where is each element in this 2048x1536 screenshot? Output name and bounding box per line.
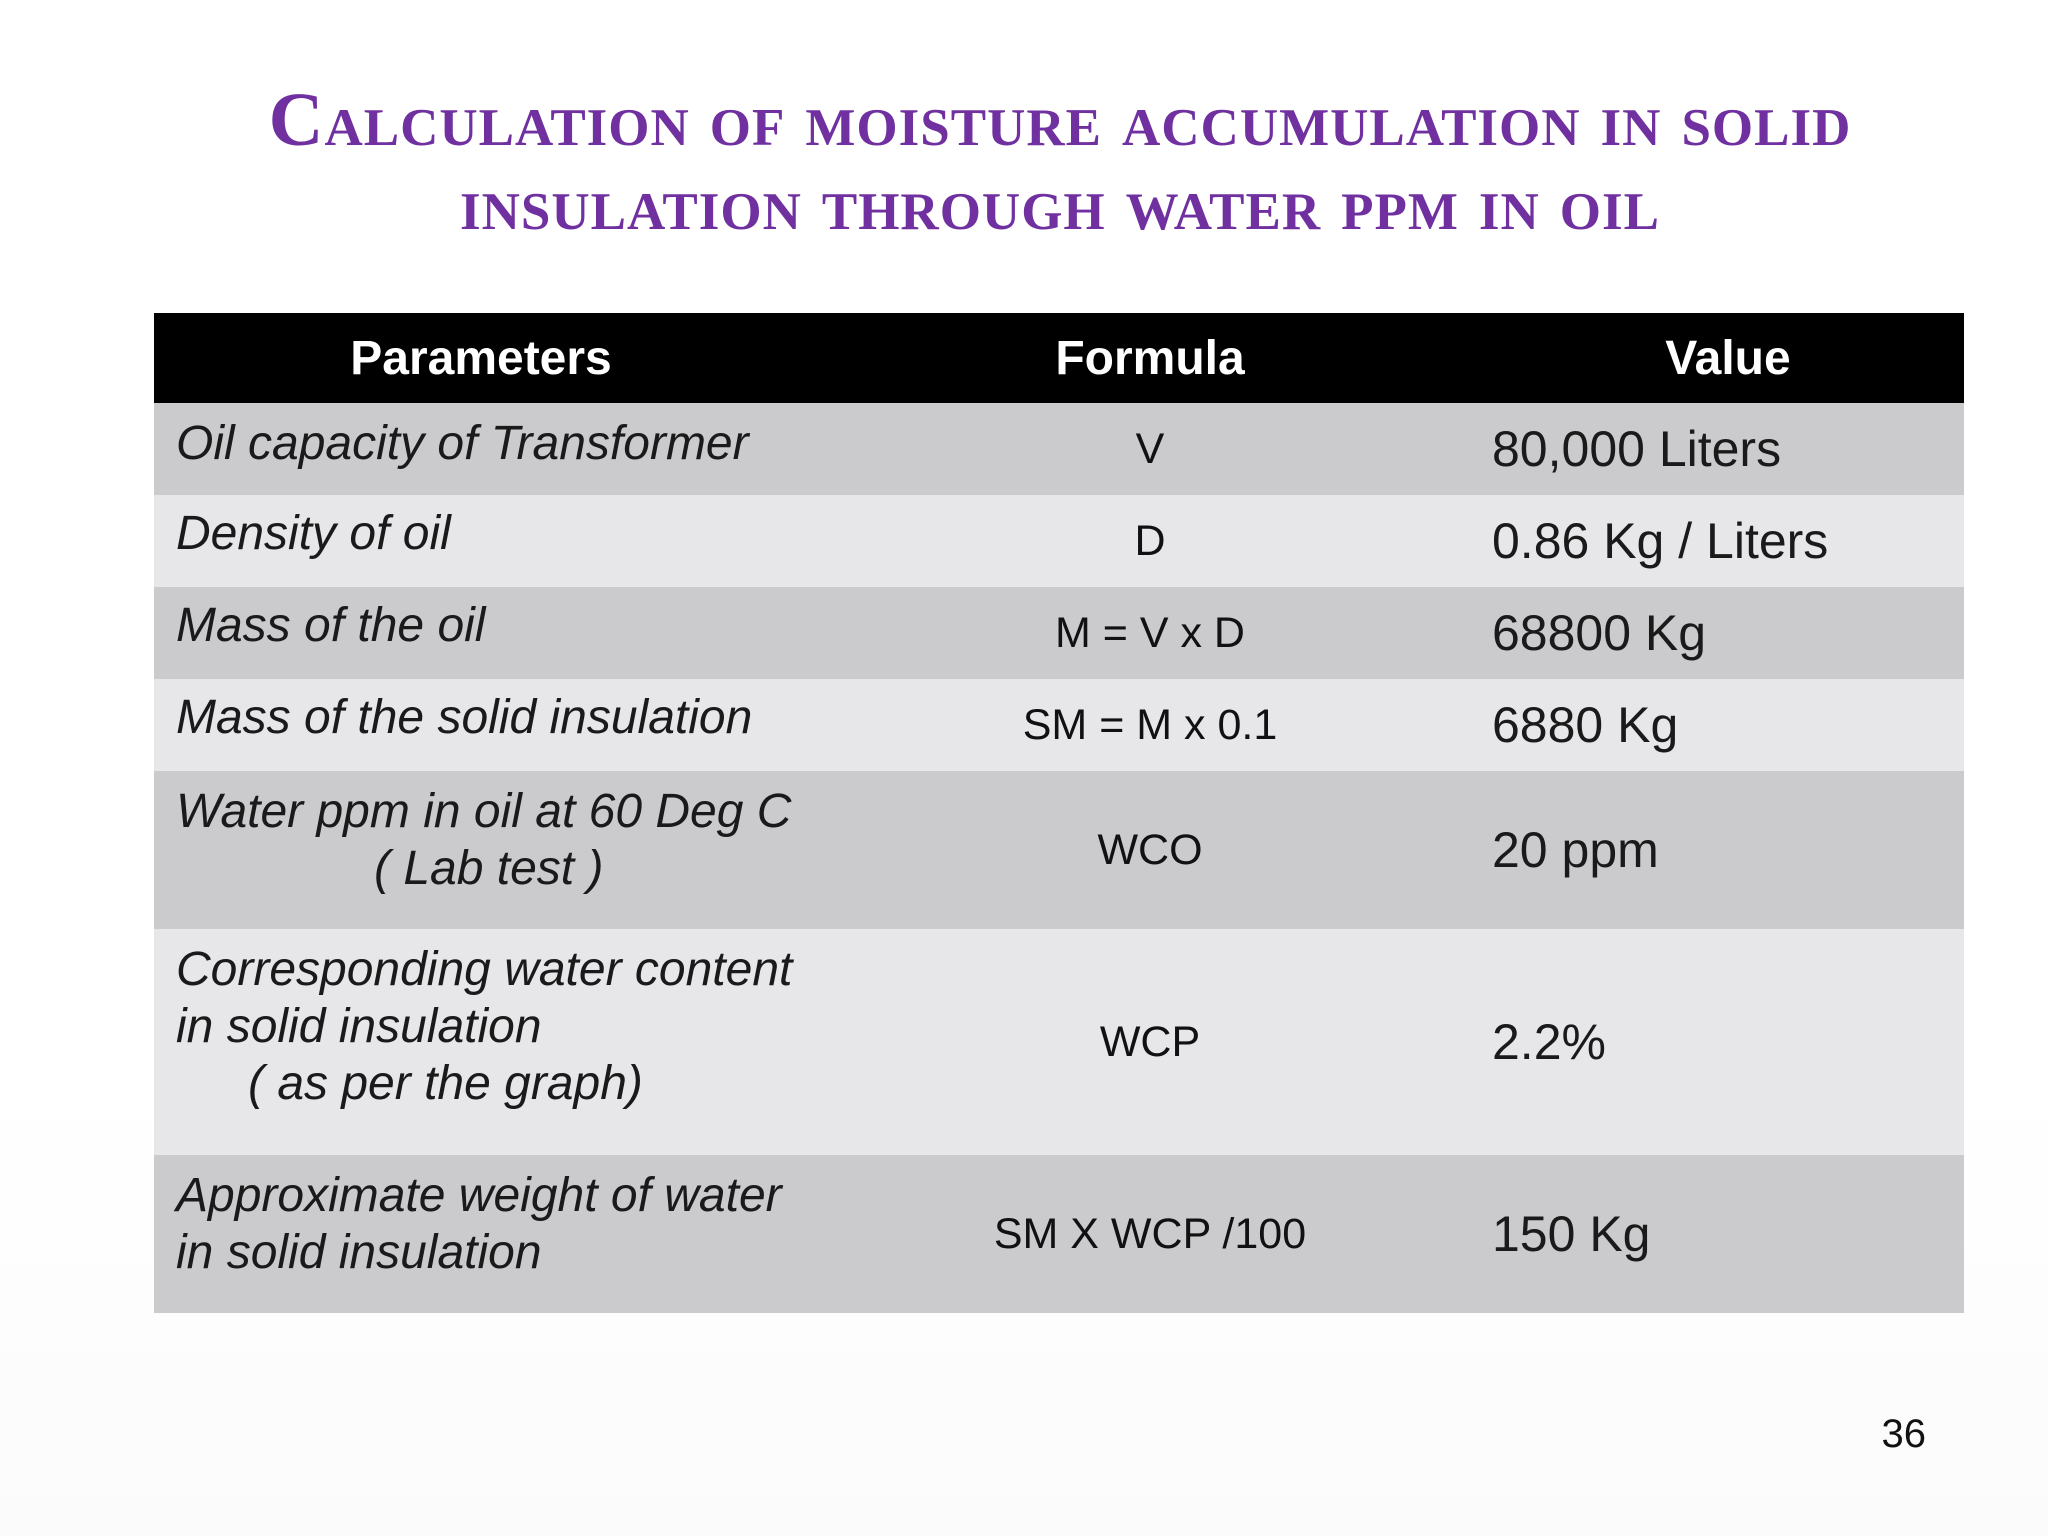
table-row — [154, 1155, 1964, 1313]
parameter-text-line-2: in solid insulation — [176, 1226, 542, 1279]
parameter-text-line-3: ( as per the graph) — [248, 1057, 643, 1110]
formula-cell: V — [808, 403, 1492, 495]
formula-cell: WCO — [808, 771, 1492, 929]
table-row — [154, 587, 1964, 679]
parameter-text-line-1: Approximate weight of water — [176, 1169, 782, 1222]
table-header-row — [154, 313, 1964, 403]
parameter-cell — [154, 929, 808, 1155]
parameter-text: Oil capacity of Transformer — [176, 417, 749, 470]
slide-title — [120, 78, 2000, 246]
formula-cell: SM = M x 0.1 — [808, 679, 1492, 771]
value-cell: 80,000 Liters — [1492, 403, 1964, 495]
parameter-text: Density of oil — [176, 507, 451, 560]
parameter-cell — [154, 403, 808, 495]
value-cell: 150 Kg — [1492, 1155, 1964, 1313]
parameter-cell — [154, 495, 808, 587]
value-cell: 68800 Kg — [1492, 587, 1964, 679]
slide-title-line-1: Calculation of moisture accumulation in solid — [268, 78, 1852, 162]
parameter-text-line-1: Corresponding water content — [176, 943, 793, 996]
parameter-text: Mass of the oil — [176, 599, 486, 652]
parameter-cell — [154, 679, 808, 771]
table-row — [154, 403, 1964, 495]
parameter-text-line-2: ( Lab test ) — [374, 842, 604, 895]
parameter-text: Mass of the solid insulation — [176, 691, 753, 744]
value-cell: 6880 Kg — [1492, 679, 1964, 771]
header-formula: Formula — [808, 313, 1492, 403]
formula-cell: D — [808, 495, 1492, 587]
parameter-cell — [154, 771, 808, 929]
formula-cell: WCP — [808, 929, 1492, 1155]
slide-title-line-2: insulation through water ppm in oil — [460, 162, 1660, 246]
parameter-cell — [154, 1155, 808, 1313]
page-number: 36 — [1881, 1412, 1926, 1456]
parameter-text-line-1: Water ppm in oil at 60 Deg C — [176, 785, 792, 838]
formula-cell: SM X WCP /100 — [808, 1155, 1492, 1313]
parameter-text-line-2: in solid insulation — [176, 1000, 542, 1053]
calculation-table — [154, 313, 1964, 1313]
formula-cell: M = V x D — [808, 587, 1492, 679]
calculation-table-container — [154, 313, 1964, 1313]
value-cell: 0.86 Kg / Liters — [1492, 495, 1964, 587]
value-cell: 2.2% — [1492, 929, 1964, 1155]
parameter-cell — [154, 587, 808, 679]
header-parameters: Parameters — [154, 313, 808, 403]
value-cell: 20 ppm — [1492, 771, 1964, 929]
table-row — [154, 771, 1964, 929]
table-row — [154, 929, 1964, 1155]
header-value: Value — [1492, 313, 1964, 403]
table-row — [154, 679, 1964, 771]
table-row — [154, 495, 1964, 587]
